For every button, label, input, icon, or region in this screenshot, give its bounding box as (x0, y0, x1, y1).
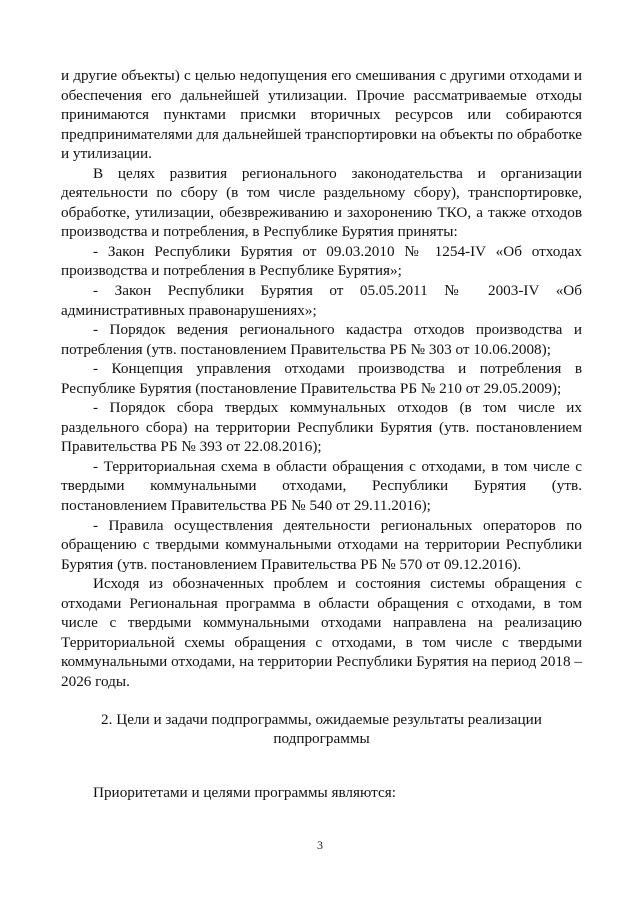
document-page (61, 66, 582, 802)
list-item-territorial-scheme: - Территориальная схема в области обращения с отходами, в том числе с твердыми коммунальными отходами, Республики Бурятия (утв. постановлением Правительства РБ № 540 от 29.11.2016); (61, 457, 582, 515)
list-item-cadastre-order: - Порядок ведения регионального кадастра отходов производства и потребления (утв. постановлением Правительства РБ № 303 от 10.06.2008); (61, 321, 582, 358)
list-item-collection-order: - Порядок сбора твердых коммунальных отходов (в том числе их раздельного сбора) на территории Республики Бурятия (утв. постановлением Правительства РБ № 393 от 22.08.2016); (61, 399, 582, 456)
paragraph-legislation-intro: В целях развития регионального законодательства и организации деятельности по сбору (в том числе раздельному сбору), транспортировке, обработке, утилизации, обезвреживанию и захоронению ТКО, а также отходов производства и потребления, в Республике Бурятия приняты: (61, 164, 582, 241)
page-number: 3 (317, 838, 323, 852)
paragraph-priorities: Приоритетами и целями программы являются: (93, 783, 396, 801)
list-item-management-concept: - Концепция управления отходами производства и потребления в Республике Бурятия (постановление Правительства РБ № 210 от 29.05.2009); (61, 360, 582, 397)
list-item-law-1254: - Закон Республики Бурятия от 09.03.2010 № 1254-IV «Об отходах производства и потребления в Республике Бурятия»; (61, 242, 582, 280)
list-item-operator-rules: - Правила осуществления деятельности региональных операторов по обращению с твердыми коммунальными отходами на территории Республики Бурятия (утв. постановлением Правительства РБ № 570 от 09.12.2016). (61, 516, 582, 573)
paragraph-program-direction: Исходя из обозначенных проблем и состояния системы обращения с отходами Региональная программа в области обращения с отходами, в том числе с твердыми коммунальными отходами направлена на реализацию Территориальной схемы обращения с отходами, в том числе с твердыми коммунальными отходами, на территории Республики Бурятия на период 2018 – 2026 годы. (61, 575, 582, 690)
paragraph-waste-disposal: и другие объекты) с целью недопущения его смешивания с другими отходами и обеспечения его дальнейшей утилизации. Прочие рассматриваемые отходы принимаются пунктами присмки вторичных ресурсов или собираются предпринимателями для дальнейшей транспортировки на объекты по обработке и утилизации. (61, 67, 582, 163)
section-heading: 2. Цели и задачи подпрограммы, ожидаемые результаты реализации подпрограммы (101, 710, 542, 748)
list-item-law-2003: - Закон Республики Бурятия от 05.05.2011 № 2003-IV «Об административных правонарушениях»; (61, 282, 582, 319)
